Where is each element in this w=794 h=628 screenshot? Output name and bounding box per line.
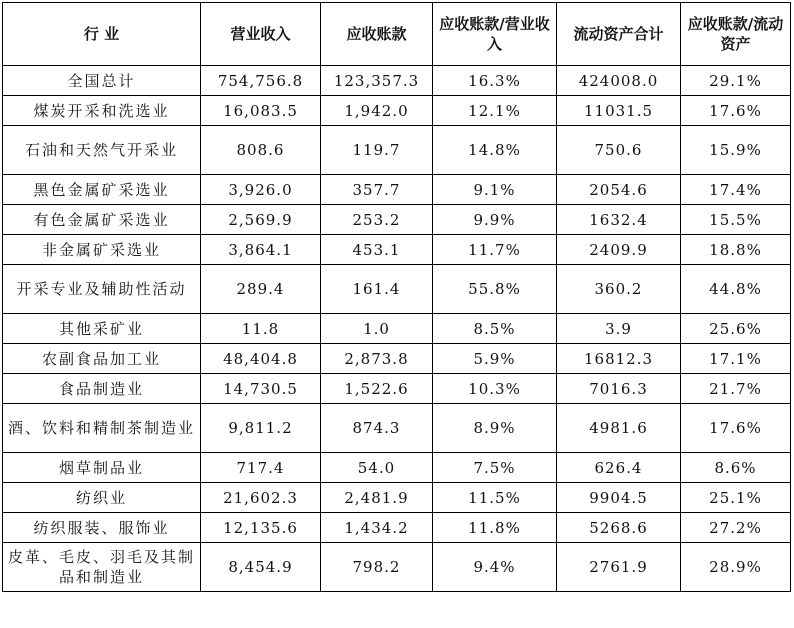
cell-revenue: 717.4 <box>201 453 321 483</box>
cell-receivables: 357.7 <box>321 175 433 205</box>
header-revenue: 营业收入 <box>201 3 321 66</box>
industry-receivables-table-container <box>2 2 791 592</box>
cell-revenue: 808.6 <box>201 126 321 175</box>
cell-recv-to-revenue: 11.5% <box>433 483 557 513</box>
cell-recv-to-assets: 17.6% <box>681 404 791 453</box>
cell-industry: 皮革、毛皮、羽毛及其制品和制造业 <box>3 543 201 592</box>
cell-industry: 纺织服装、服饰业 <box>3 513 201 543</box>
table-row <box>3 66 791 96</box>
cell-industry: 有色金属矿采选业 <box>3 205 201 235</box>
table-row <box>3 374 791 404</box>
table-row <box>3 235 791 265</box>
table-row <box>3 513 791 543</box>
cell-current-assets: 5268.6 <box>557 513 681 543</box>
industry-receivables-table <box>2 2 791 592</box>
cell-receivables: 453.1 <box>321 235 433 265</box>
cell-recv-to-assets: 27.2% <box>681 513 791 543</box>
table-row <box>3 96 791 126</box>
cell-revenue: 3,864.1 <box>201 235 321 265</box>
cell-revenue: 48,404.8 <box>201 344 321 374</box>
cell-revenue: 12,135.6 <box>201 513 321 543</box>
cell-revenue: 8,454.9 <box>201 543 321 592</box>
cell-receivables: 119.7 <box>321 126 433 175</box>
header-receivables: 应收账款 <box>321 3 433 66</box>
cell-current-assets: 424008.0 <box>557 66 681 96</box>
cell-industry: 黑色金属矿采选业 <box>3 175 201 205</box>
cell-recv-to-assets: 18.8% <box>681 235 791 265</box>
cell-receivables: 54.0 <box>321 453 433 483</box>
cell-revenue: 2,569.9 <box>201 205 321 235</box>
table-row <box>3 126 791 175</box>
cell-recv-to-revenue: 16.3% <box>433 66 557 96</box>
cell-recv-to-assets: 21.7% <box>681 374 791 404</box>
table-row <box>3 175 791 205</box>
header-recv-to-assets: 应收账款/流动资产 <box>681 3 791 66</box>
cell-receivables: 798.2 <box>321 543 433 592</box>
cell-recv-to-assets: 25.1% <box>681 483 791 513</box>
cell-recv-to-revenue: 9.4% <box>433 543 557 592</box>
cell-recv-to-revenue: 9.1% <box>433 175 557 205</box>
cell-receivables: 874.3 <box>321 404 433 453</box>
table-row <box>3 483 791 513</box>
cell-revenue: 9,811.2 <box>201 404 321 453</box>
cell-industry: 开采专业及辅助性活动 <box>3 265 201 314</box>
cell-recv-to-assets: 44.8% <box>681 265 791 314</box>
cell-revenue: 754,756.8 <box>201 66 321 96</box>
cell-recv-to-revenue: 8.5% <box>433 314 557 344</box>
cell-recv-to-assets: 17.6% <box>681 96 791 126</box>
cell-industry: 食品制造业 <box>3 374 201 404</box>
cell-current-assets: 750.6 <box>557 126 681 175</box>
table-header-row <box>3 3 791 66</box>
table-row <box>3 404 791 453</box>
cell-current-assets: 2761.9 <box>557 543 681 592</box>
cell-receivables: 253.2 <box>321 205 433 235</box>
cell-current-assets: 3.9 <box>557 314 681 344</box>
cell-industry: 石油和天然气开采业 <box>3 126 201 175</box>
header-recv-to-revenue: 应收账款/营业收入 <box>433 3 557 66</box>
cell-receivables: 1,942.0 <box>321 96 433 126</box>
cell-recv-to-assets: 8.6% <box>681 453 791 483</box>
table-row <box>3 453 791 483</box>
cell-current-assets: 1632.4 <box>557 205 681 235</box>
cell-recv-to-assets: 15.9% <box>681 126 791 175</box>
cell-current-assets: 9904.5 <box>557 483 681 513</box>
cell-revenue: 16,083.5 <box>201 96 321 126</box>
table-row <box>3 344 791 374</box>
cell-recv-to-revenue: 5.9% <box>433 344 557 374</box>
cell-current-assets: 7016.3 <box>557 374 681 404</box>
cell-current-assets: 2054.6 <box>557 175 681 205</box>
cell-recv-to-revenue: 8.9% <box>433 404 557 453</box>
cell-recv-to-revenue: 7.5% <box>433 453 557 483</box>
cell-recv-to-revenue: 12.1% <box>433 96 557 126</box>
cell-industry: 纺织业 <box>3 483 201 513</box>
cell-recv-to-assets: 17.4% <box>681 175 791 205</box>
cell-industry: 煤炭开采和洗选业 <box>3 96 201 126</box>
cell-revenue: 21,602.3 <box>201 483 321 513</box>
table-row <box>3 543 791 592</box>
cell-industry: 其他采矿业 <box>3 314 201 344</box>
cell-recv-to-revenue: 11.8% <box>433 513 557 543</box>
cell-recv-to-revenue: 11.7% <box>433 235 557 265</box>
cell-industry: 烟草制品业 <box>3 453 201 483</box>
cell-recv-to-revenue: 55.8% <box>433 265 557 314</box>
cell-recv-to-assets: 28.9% <box>681 543 791 592</box>
cell-current-assets: 2409.9 <box>557 235 681 265</box>
cell-current-assets: 11031.5 <box>557 96 681 126</box>
cell-current-assets: 16812.3 <box>557 344 681 374</box>
cell-revenue: 3,926.0 <box>201 175 321 205</box>
cell-receivables: 161.4 <box>321 265 433 314</box>
table-row <box>3 314 791 344</box>
header-current-assets: 流动资产合计 <box>557 3 681 66</box>
cell-revenue: 11.8 <box>201 314 321 344</box>
cell-recv-to-revenue: 9.9% <box>433 205 557 235</box>
cell-recv-to-assets: 29.1% <box>681 66 791 96</box>
cell-current-assets: 626.4 <box>557 453 681 483</box>
table-row <box>3 265 791 314</box>
cell-receivables: 2,873.8 <box>321 344 433 374</box>
cell-recv-to-assets: 17.1% <box>681 344 791 374</box>
cell-receivables: 123,357.3 <box>321 66 433 96</box>
cell-industry: 非金属矿采选业 <box>3 235 201 265</box>
header-industry: 行 业 <box>3 3 201 66</box>
table-row <box>3 205 791 235</box>
cell-receivables: 1.0 <box>321 314 433 344</box>
cell-receivables: 1,434.2 <box>321 513 433 543</box>
cell-revenue: 14,730.5 <box>201 374 321 404</box>
cell-recv-to-revenue: 10.3% <box>433 374 557 404</box>
cell-industry: 全国总计 <box>3 66 201 96</box>
cell-industry: 酒、饮料和精制茶制造业 <box>3 404 201 453</box>
cell-revenue: 289.4 <box>201 265 321 314</box>
cell-current-assets: 360.2 <box>557 265 681 314</box>
cell-industry: 农副食品加工业 <box>3 344 201 374</box>
cell-recv-to-assets: 15.5% <box>681 205 791 235</box>
cell-recv-to-revenue: 14.8% <box>433 126 557 175</box>
table-body <box>3 66 791 592</box>
cell-receivables: 1,522.6 <box>321 374 433 404</box>
cell-current-assets: 4981.6 <box>557 404 681 453</box>
cell-recv-to-assets: 25.6% <box>681 314 791 344</box>
cell-receivables: 2,481.9 <box>321 483 433 513</box>
